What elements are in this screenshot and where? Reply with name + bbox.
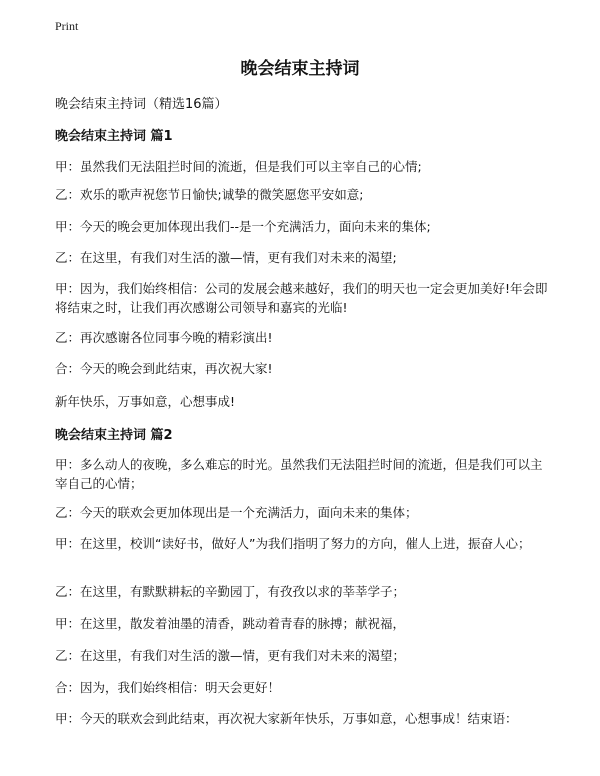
section-heading-1: 晚会结束主持词 篇1 <box>55 129 173 144</box>
print-link[interactable]: Print <box>55 19 79 33</box>
section-1-paragraph-5: 甲：因为，我们始终相信：公司的发展会越来越好，我们的明天也一定会更加美好!年会即将结束之时，让我们再次感谢公司领导和嘉宾的光临! <box>55 281 548 315</box>
section-heading-2: 晚会结束主持词 篇2 <box>55 428 173 443</box>
section-1-paragraph-1: 甲：虽然我们无法阻拦时间的流逝，但是我们可以主宰自己的心情; <box>55 159 422 174</box>
section-1-paragraph-2: 乙：欢乐的歌声祝您节日愉快;诚挚的微笑愿您平安如意; <box>55 187 364 202</box>
section-2-paragraph-7: 合：因为，我们始终相信：明天会更好！ <box>55 680 281 695</box>
section-2-paragraph-3: 甲：在这里，校训“读好书，做好人”为我们指明了努力的方向，催人上进，振奋人心； <box>55 536 531 551</box>
section-2-paragraph-5: 甲：在这里，散发着油墨的清香，跳动着青春的脉搏；献祝福， <box>55 616 406 631</box>
section-2-paragraph-2: 乙：今天的联欢会更加体现出是一个充满活力，面向未来的集体； <box>55 505 418 520</box>
section-2-paragraph-4: 乙：在这里，有默默耕耘的辛勤园丁，有孜孜以求的莘莘学子； <box>55 584 406 599</box>
section-2-paragraph-8: 甲：今天的联欢会到此结束，再次祝大家新年快乐，万事如意，心想事成！结束语： <box>55 711 518 726</box>
section-1-paragraph-8: 新年快乐，万事如意，心想事成! <box>55 394 236 409</box>
section-1-paragraph-4: 乙：在这里，有我们对生活的激—情，更有我们对未来的渴望; <box>55 250 397 265</box>
document-subtitle: 晚会结束主持词（精选16篇） <box>55 97 228 112</box>
section-1-paragraph-6: 乙：再次感谢各位同事今晚的精彩演出! <box>55 330 273 345</box>
section-2-paragraph-1: 甲：多么动人的夜晚，多么难忘的时光。虽然我们无法阻拦时间的流逝，但是我们可以主宰自己的心情； <box>55 457 543 491</box>
section-1-paragraph-7: 合：今天的晚会到此结束，再次祝大家! <box>55 361 273 376</box>
section-2-paragraph-6: 乙：在这里，有我们对生活的激—情，更有我们对未来的渴望； <box>55 648 406 663</box>
page-title: 晚会结束主持词 <box>240 59 360 79</box>
section-1-paragraph-3: 甲：今天的晚会更加体现出我们--是一个充满活力，面向未来的集体; <box>55 219 431 234</box>
